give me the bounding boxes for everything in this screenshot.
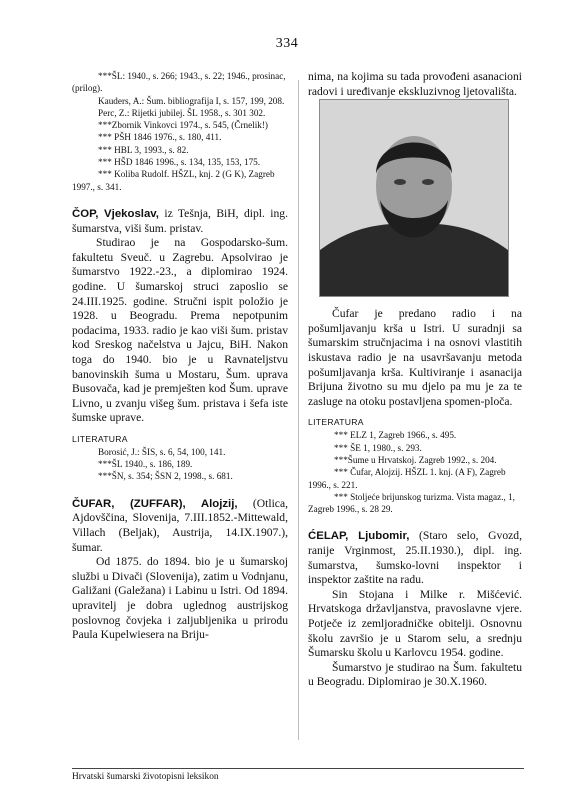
- reference-line: ***ŠL 1940., s. 186, 189.: [98, 459, 193, 470]
- entry-body: Sin Stojana i Milke r. Mišćević. Hrvatskoga državljanstva, pravoslavne vjere. Potječe iz zemljoradničke obitelji. Osnovnu školu završio je u Starom selu, a srednju Šumarsku školu u Karlovcu 1954. godine.: [308, 587, 522, 660]
- entry-name: ČOP, Vjekoslav,: [72, 207, 159, 220]
- reference-line: *** Stoljeće brijunskog turizma. Vista magaz., 1, Zagreb 1996., s. 28 29.: [308, 491, 515, 515]
- portrait-image: [320, 100, 508, 296]
- reference-line: ***Šume u Hrvatskoj. Zagreb 1992., s. 204.: [334, 454, 497, 465]
- reference-line: Perc, Z.: Rijetki jubilej. ŠL 1958., s. 301 302.: [98, 107, 266, 118]
- entry-celap-header: [308, 529, 522, 587]
- page-number: 334: [275, 36, 299, 51]
- portrait-photo: [319, 99, 509, 297]
- reference-line: *** HŠD 1846 1996., s. 134, 135, 153, 175.: [98, 157, 261, 168]
- entry-body: Studirao je na Gospodarsko-šum. fakultetu Sveuč. u Zagrebu. Apsolvirao je šumarstvo 1922.-23., a diplomirao 1924. godine. U šumarskoj struci zaposlio se 24.III.1925. godine. Stručni ispit položio je 1928. u Beogradu. Prema nepotpunim podacima, 1933. radio je kao viši šum. pristav kod Sreskog načelstva u Jajcu, BiH. Nakon toga do 1940. bio je u Ravnateljstvu banovinskih šuma u Mostaru, Šum. uprava Busovača, kad je premješten kod Šum. uprave Livno, u zvanju višeg šum. pristava i šefa iste šumske uprave.: [72, 236, 288, 425]
- literatura-heading: LITERATURA: [72, 433, 128, 444]
- entry-name: ČUFAR, (ZUFFAR), Alojzij,: [72, 497, 238, 510]
- reference-line: *** HBL 3, 1993., s. 82.: [98, 144, 189, 155]
- entry-body: Od 1875. do 1894. bio je u šumarskoj službi u Divači (Slovenija), zatim u Vodnjanu, Galižani (Galežana) i Labinu u Istri. Od 1894. upravitelj je dobra uglednog austrijskog poslovnog čovjeka i zaljubljenika u prirodu Paula Kupelwiesera na Briju-: [72, 555, 288, 642]
- reference-line: ***Zbornik Vinkovci 1974., s. 545, (Črnelik!): [98, 120, 268, 131]
- right-column: [308, 70, 522, 690]
- reference-line: ***ŠL: 1940., s. 266; 1943., s. 22; 1946., prosinac, (prilog).: [72, 71, 286, 94]
- reference-line: *** PŠH 1846 1976., s. 180, 411.: [98, 132, 222, 143]
- entry-cufar-header: [72, 497, 288, 555]
- reference-line: *** Čufar, Alojzij. HŠZL 1. knj. (A F), Zagreb 1996., s. 221.: [308, 467, 506, 490]
- column-divider: [298, 80, 299, 740]
- entry-name: ĆELAP, Ljubomir,: [308, 530, 410, 543]
- entry-intro: (Staro selo, Gvozd, ranije Vrginmost, 25.II.1930.), dipl. ing. šumarstva, šumsko-lovni inspektor i inspektor zaštite na radu.: [308, 529, 522, 587]
- entry-cop-header: [72, 207, 288, 236]
- entry-body: Čufar je predano radio i na pošumljavanju krša u Istri. U suradnji sa šumarskim stručnjacima i na osnovi vlastitih iskustava radio je na usavršavanju metoda pošumljavanja krša. Kultiviranje i asanacija Brijuna životno su mu djelo pa mu je za te zasluge na otoku postavljena spomen-ploča.: [308, 307, 522, 408]
- entry-intro: iz Tešnja, BiH, dipl. ing. šumarstva, viši šum. pristav.: [72, 206, 289, 235]
- entry-continuation: nima, na kojima su tada provođeni asanacioni radovi i uređivanje ekskluzivnog ljetovališta.: [308, 70, 522, 98]
- reference-line: Kauders, A.: Šum. bibliografija I, s. 157, 199, 208.: [98, 95, 285, 106]
- reference-line: *** ELZ 1, Zagreb 1966., s. 495.: [334, 430, 457, 441]
- footer-rule: [72, 768, 524, 769]
- left-column: [72, 70, 288, 643]
- entry-body: Šumarstvo je studirao na Šum. fakultetu u Beogradu. Diplomirao je 30.X.1960.: [308, 660, 522, 689]
- footer-title: Hrvatski šumarski životopisni leksikon: [72, 772, 219, 782]
- reference-line: *** Koliba Rudolf. HŠZL, knj. 2 (G K), Zagreb 1997., s. 341.: [72, 169, 275, 192]
- entry-intro: (Otlica, Ajdovščina, Slovenija, 7.III.1852.-Mittewald, Villach (Beljak), Austrija, 14.IX.1907.), šumar.: [72, 496, 288, 554]
- reference-line: ***ŠN, s. 354; ŠSN 2, 1998., s. 681.: [98, 471, 233, 482]
- reference-line: *** ŠE 1, 1980., s. 293.: [334, 442, 422, 453]
- literatura-heading: LITERATURA: [308, 417, 364, 428]
- reference-line: Borosić, J.: ŠIS, s. 6, 54, 100, 141.: [98, 446, 226, 457]
